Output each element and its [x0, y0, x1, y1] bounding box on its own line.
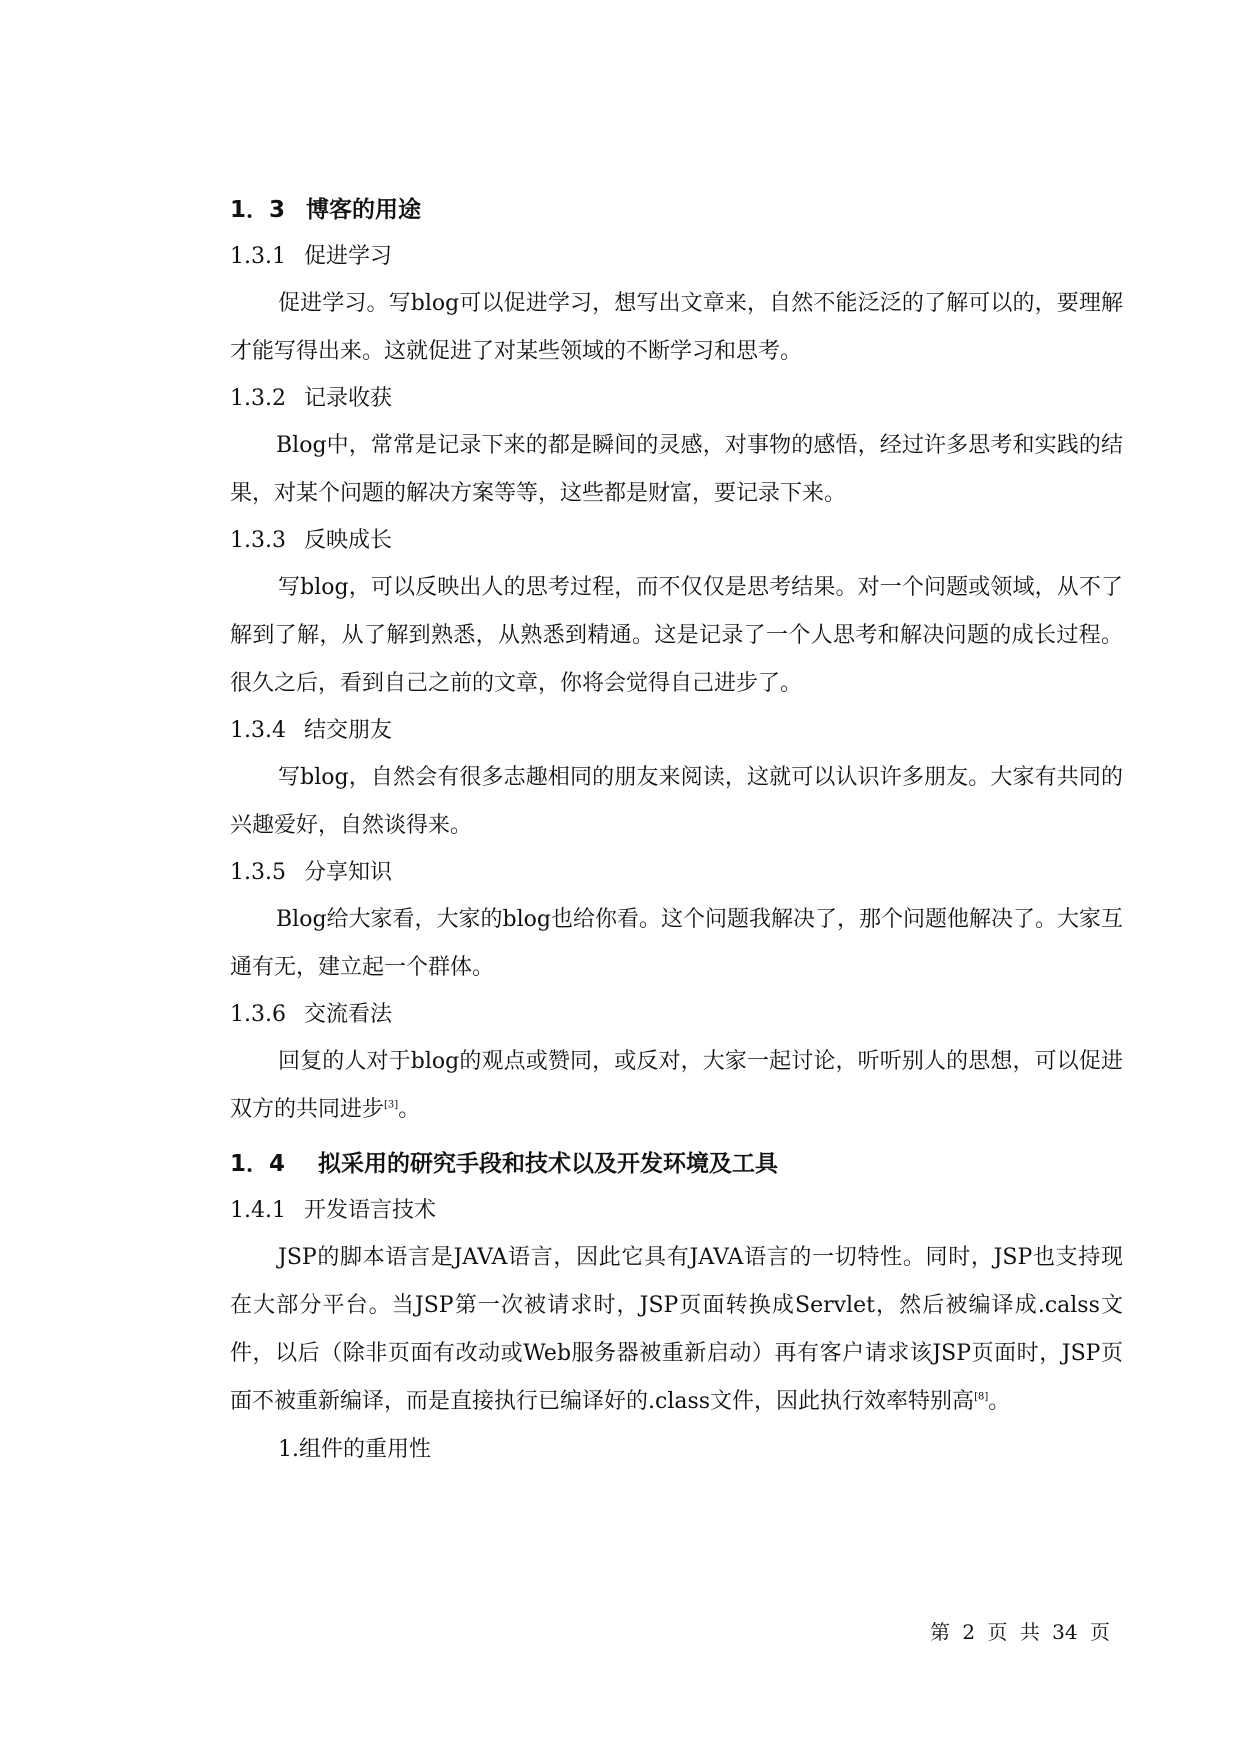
paragraph-text: 回复的人对于blog的观点或赞同，或反对，大家一起讨论，听听别人的思想，可以促进双方的共同进步 — [230, 1049, 1123, 1122]
paragraph-1-3-2: Blog中，常常是记录下来的都是瞬间的灵感，对事物的感悟，经过许多思考和实践的结果，对某个问题的解决方案等等，这些都是财富，要记录下来。 — [230, 433, 1123, 506]
section-number: 1．4 — [230, 1151, 286, 1177]
section-title: 拟采用的研究手段和技术以及开发环境及工具 — [318, 1151, 778, 1177]
citation-ref: [8] — [974, 1391, 989, 1403]
paragraph-1-3-4: 写blog，自然会有很多志趣相同的朋友来阅读，这就可以认识许多朋友。大家有共同的兴趣爱好，自然谈得来。 — [230, 765, 1123, 838]
section-heading-1-4 — [230, 1140, 1123, 1188]
page-footer: 第 2 页 共 34 页 — [930, 1620, 1110, 1644]
paragraph-1-4-1 — [230, 1234, 1123, 1426]
subsection-number: 1.3.1 — [230, 244, 286, 269]
paragraph-end: 。 — [988, 1389, 1011, 1414]
subsection-number: 1.4.1 — [230, 1198, 286, 1223]
subsection-number: 1.3.6 — [230, 1002, 286, 1027]
subsection-heading-1-3-5 — [230, 850, 1123, 896]
paragraph-1-3-6 — [230, 1038, 1123, 1134]
subsection-number: 1.3.3 — [230, 528, 286, 553]
subsection-heading-1-3-4 — [230, 708, 1123, 754]
section-title: 博客的用途 — [306, 197, 421, 223]
list-item-component-reuse: 1.组件的重用性 — [278, 1437, 431, 1462]
paragraph-1-3-3: 写blog，可以反映出人的思考过程，而不仅仅是思考结果。对一个问题或领域，从不了解到了解，从了解到熟悉，从熟悉到精通。这是记录了一个人思考和解决问题的成长过程。很久之后，看到自己之前的文章，你将会觉得自己进步了。 — [230, 575, 1123, 696]
subsection-title: 记录收获 — [304, 386, 393, 411]
paragraph-1-3-5: Blog给大家看，大家的blog也给你看。这个问题我解决了，那个问题他解决了。大家互通有无，建立起一个群体。 — [230, 907, 1123, 980]
section-number: 1．3 — [230, 197, 286, 223]
subsection-title: 促进学习 — [304, 244, 393, 269]
paragraph-text: JSP的脚本语言是JAVA语言，因此它具有JAVA语言的一切特性。同时，JSP也支持现在大部分平台。当JSP第一次被请求时，JSP页面转换成Servlet，然后被编译成.calss文件，以后（除非页面有改动或Web服务器被重新启动）再有客户请求该JSP页面时，JSP页面不被重新编译，而是直接执行已编译好的.class文件，因此执行效率特别高 — [230, 1245, 1123, 1414]
subsection-title: 结交朋友 — [304, 718, 393, 743]
paragraph-1-3-1: 促进学习。写blog可以促进学习，想写出文章来，自然不能泛泛的了解可以的，要理解才能写得出来。这就促进了对某些领域的不断学习和思考。 — [230, 291, 1123, 364]
subsection-title: 反映成长 — [304, 528, 393, 553]
subsection-number: 1.3.2 — [230, 386, 286, 411]
subsection-heading-1-3-1 — [230, 234, 1123, 280]
paragraph-end: 。 — [398, 1097, 421, 1122]
page-content — [230, 180, 1123, 1474]
subsection-heading-1-4-1 — [230, 1188, 1123, 1234]
subsection-heading-1-3-2 — [230, 376, 1123, 422]
subsection-title: 交流看法 — [304, 1002, 393, 1027]
section-heading-1-3 — [230, 186, 1123, 234]
subsection-number: 1.3.5 — [230, 860, 286, 885]
citation-ref: [3] — [384, 1099, 399, 1111]
subsection-heading-1-3-6 — [230, 992, 1123, 1038]
subsection-number: 1.3.4 — [230, 718, 286, 743]
subsection-heading-1-3-3 — [230, 518, 1123, 564]
subsection-title: 开发语言技术 — [304, 1198, 437, 1223]
subsection-title: 分享知识 — [304, 860, 393, 885]
